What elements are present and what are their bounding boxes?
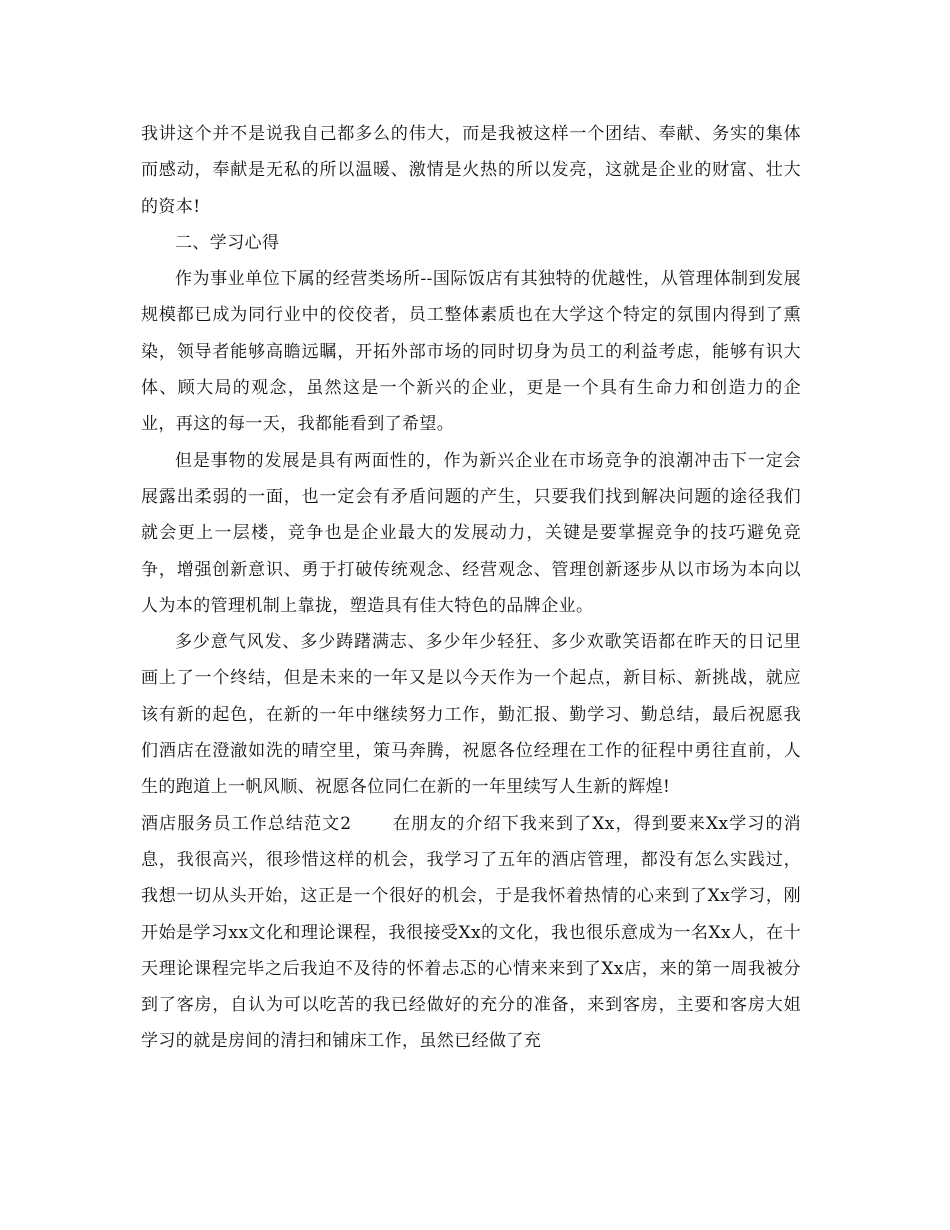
section-heading: 二、学习心得: [175, 232, 280, 253]
article-title: 酒店服务员工作总结范文2: [141, 813, 352, 834]
paragraph-competition: 但是事物的发展是具有两面性的，作为新兴企业在市场竞争的浪潮冲击下一定会展露出柔弱的一面，也一定会有矛盾问题的产生，只要我们找到解决问题的途径我们就会更上一层楼，竞争也是企业最大的发展动力，关键是要掌握竞争的技巧避免竞争，增强创新意识、勇于打破传统观念、经营观念、管理创新逐步从以市场为本向以人为本的管理机制上靠拢，塑造具有佳大特色的品牌企业。: [141, 450, 801, 616]
paragraph-advantages: 作为事业单位下属的经营类场所--国际饭店有其独特的优越性，从管理体制到发展规模都已成为同行业中的佼佼者，员工整体素质也在大学这个特定的氛围内得到了熏染，领导者能够高瞻远瞩，开拓外部市场的同时切身为员工的利益考虑，能够有识大体、顾大局的观念，虽然这是一个新兴的企业，更是一个具有生命力和创造力的企业，再这的每一天，我都能看到了希望。: [141, 269, 801, 435]
paragraph-opening: 我讲这个并不是说我自己都多么的伟大，而是我被这样一个团结、奉献、务实的集体而感动，奉献是无私的所以温暖、激情是火热的所以发亮，这就是企业的财富、壮大的资本!: [141, 124, 801, 217]
paragraph-wishes: 多少意气风发、多少踌躇满志、多少年少轻狂、多少欢歌笑语都在昨天的日记里画上了一个终结，但是未来的一年又是以今天作为一个起点，新目标、新挑战，就应该有新的起色，在新的一年中继续努力工作，勤汇报、勤学习、勤总结，最后祝愿我们酒店在澄澈如洗的晴空里，策马奔腾，祝愿各位经理在工作的征程中勇往直前，人生的跑道上一帆风顺、祝愿各位同仁在新的一年里续写人生新的辉煌!: [141, 632, 801, 798]
article-block: [141, 806, 801, 1060]
document-body: [141, 116, 801, 1060]
article-text: 在朋友的介绍下我来到了Xx，得到要来Xx学习的消息，我很高兴，很珍惜这样的机会，我学习了五年的酒店管理，都没有怎么实践过，我想一切从头开始，这正是一个很好的机会，于是我怀着热情的心来到了Xx学习，刚开始是学习xx文化和理论课程，我很接受Xx的文化，我也很乐意成为一名Xx人，在十天理论课程完毕之后我迫不及待的怀着忐忑的心情来来到了Xx店，来的第一周我被分到了客房，自认为可以吃苦的我已经做好的充分的准备，来到客房，主要和客房大姐学习的就是房间的清扫和铺床工作，虽然已经做了充: [141, 813, 801, 1052]
